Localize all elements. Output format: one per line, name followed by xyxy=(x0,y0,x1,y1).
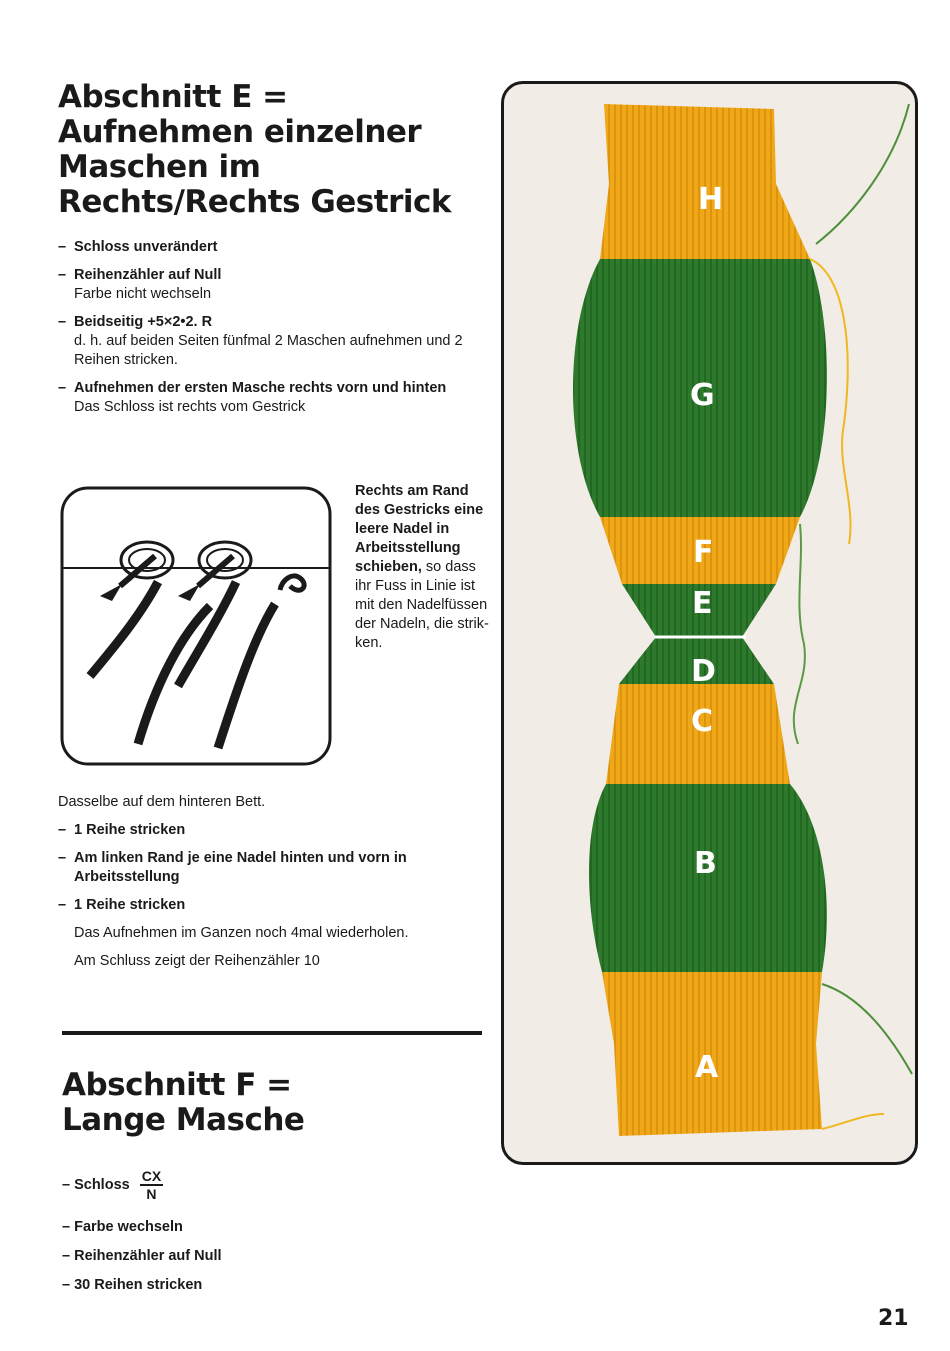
step-bold: 1 Reihe stricken xyxy=(74,822,186,838)
side-text xyxy=(355,482,490,653)
heading-line: Abschnitt E = xyxy=(58,79,288,115)
list-item xyxy=(58,849,488,887)
list-item: – Schloss $\frac{CX}{N}$ xyxy=(62,1168,162,1202)
dash-bullet: – xyxy=(58,822,67,838)
step-bold: Beidseitig +5×2•2. R xyxy=(74,314,213,330)
step-bold: 30 Reihen stricken xyxy=(74,1277,203,1293)
note-counter: Am Schluss zeigt der Reihenzähler 10 xyxy=(74,953,320,969)
fraction-numerator: CX xyxy=(141,1168,162,1184)
photo-label-b: B xyxy=(694,846,717,881)
note-repeat: Das Aufnehmen im Ganzen noch 4mal wiederholen. xyxy=(74,925,409,941)
fraction-denominator: N xyxy=(146,1186,157,1202)
step-bold: Aufnehmen der ersten Masche rechts vorn und hinten xyxy=(74,380,447,396)
steps-list-f xyxy=(62,1168,222,1295)
back-bed-line: Dasselbe auf dem hinteren Bett. xyxy=(58,794,266,810)
step-bold: 1 Reihe stricken xyxy=(74,897,186,913)
dash-bullet: – xyxy=(58,314,67,330)
photo-label-f: F xyxy=(693,535,714,570)
step-text: Farbe nicht wechseln xyxy=(74,286,212,302)
cam-setting-fraction xyxy=(140,1168,163,1202)
list-item: – Reihenzähler auf Null xyxy=(62,1248,222,1264)
list-item xyxy=(58,896,488,915)
photo-label-d: D xyxy=(691,654,716,689)
photo-label-a: A xyxy=(695,1050,719,1085)
list-item xyxy=(58,238,483,257)
heading-line: Rechts/Rechts Gestrick xyxy=(58,184,451,220)
dash-bullet: – xyxy=(58,239,67,255)
list-item: – Farbe wechseln xyxy=(62,1219,183,1235)
photo-label-h: H xyxy=(698,182,724,217)
list-item: – 30 Reihen stricken xyxy=(62,1277,203,1293)
knitted-sample-photo xyxy=(501,81,918,1165)
side-text-rest: so dass ihr Fuss in Linie ist mit den Nadelfüssen der Nadeln, die strikken. xyxy=(355,559,489,651)
section-divider xyxy=(62,1031,482,1035)
heading-line: Maschen im xyxy=(58,149,261,185)
list-item xyxy=(58,266,483,304)
photo-label-c: C xyxy=(691,704,714,739)
page-number: 21 xyxy=(878,1306,909,1331)
list-item xyxy=(58,821,488,840)
heading-line: Abschnitt F = xyxy=(62,1067,292,1103)
heading-line: Lange Masche xyxy=(62,1102,305,1138)
back-bed-text xyxy=(58,793,488,812)
steps-list-e xyxy=(58,238,483,417)
heading-section-f xyxy=(62,1068,304,1138)
schloss-label: Schloss xyxy=(74,1176,130,1193)
photo-label-e: E xyxy=(692,586,713,621)
step-bold: Schloss unverändert xyxy=(74,239,218,255)
steps-list-e2 xyxy=(58,821,488,971)
step-bold: Reihenzähler auf Null xyxy=(74,1248,222,1264)
section-labels xyxy=(504,84,915,1162)
step-text: Das Schloss ist rechts vom Gestrick xyxy=(74,399,306,415)
dash-bullet: – xyxy=(58,267,67,283)
heading-section-e xyxy=(58,80,498,220)
photo-label-g: G xyxy=(690,378,715,413)
side-text-bold: Rechts am Rand des Gestricks eine leere Nadel in Arbeitsstellung schieben, xyxy=(355,483,484,575)
needle-illustration xyxy=(60,486,332,766)
list-item xyxy=(58,379,483,417)
dash-bullet: – xyxy=(58,850,67,866)
dash-bullet: – xyxy=(58,897,67,913)
step-bold: Am linken Rand je eine Nadel hinten und vorn in Arbeitsstellung xyxy=(74,850,407,885)
step-text: d. h. auf beiden Seiten fünfmal 2 Maschen aufnehmen und 2 Reihen stricken. xyxy=(74,333,463,368)
dash-bullet: – xyxy=(58,380,67,396)
step-bold: Farbe wechseln xyxy=(74,1219,183,1235)
list-item xyxy=(58,313,483,370)
heading-line: Aufnehmen einzelner xyxy=(58,114,422,150)
step-bold: Reihenzähler auf Null xyxy=(74,267,222,283)
